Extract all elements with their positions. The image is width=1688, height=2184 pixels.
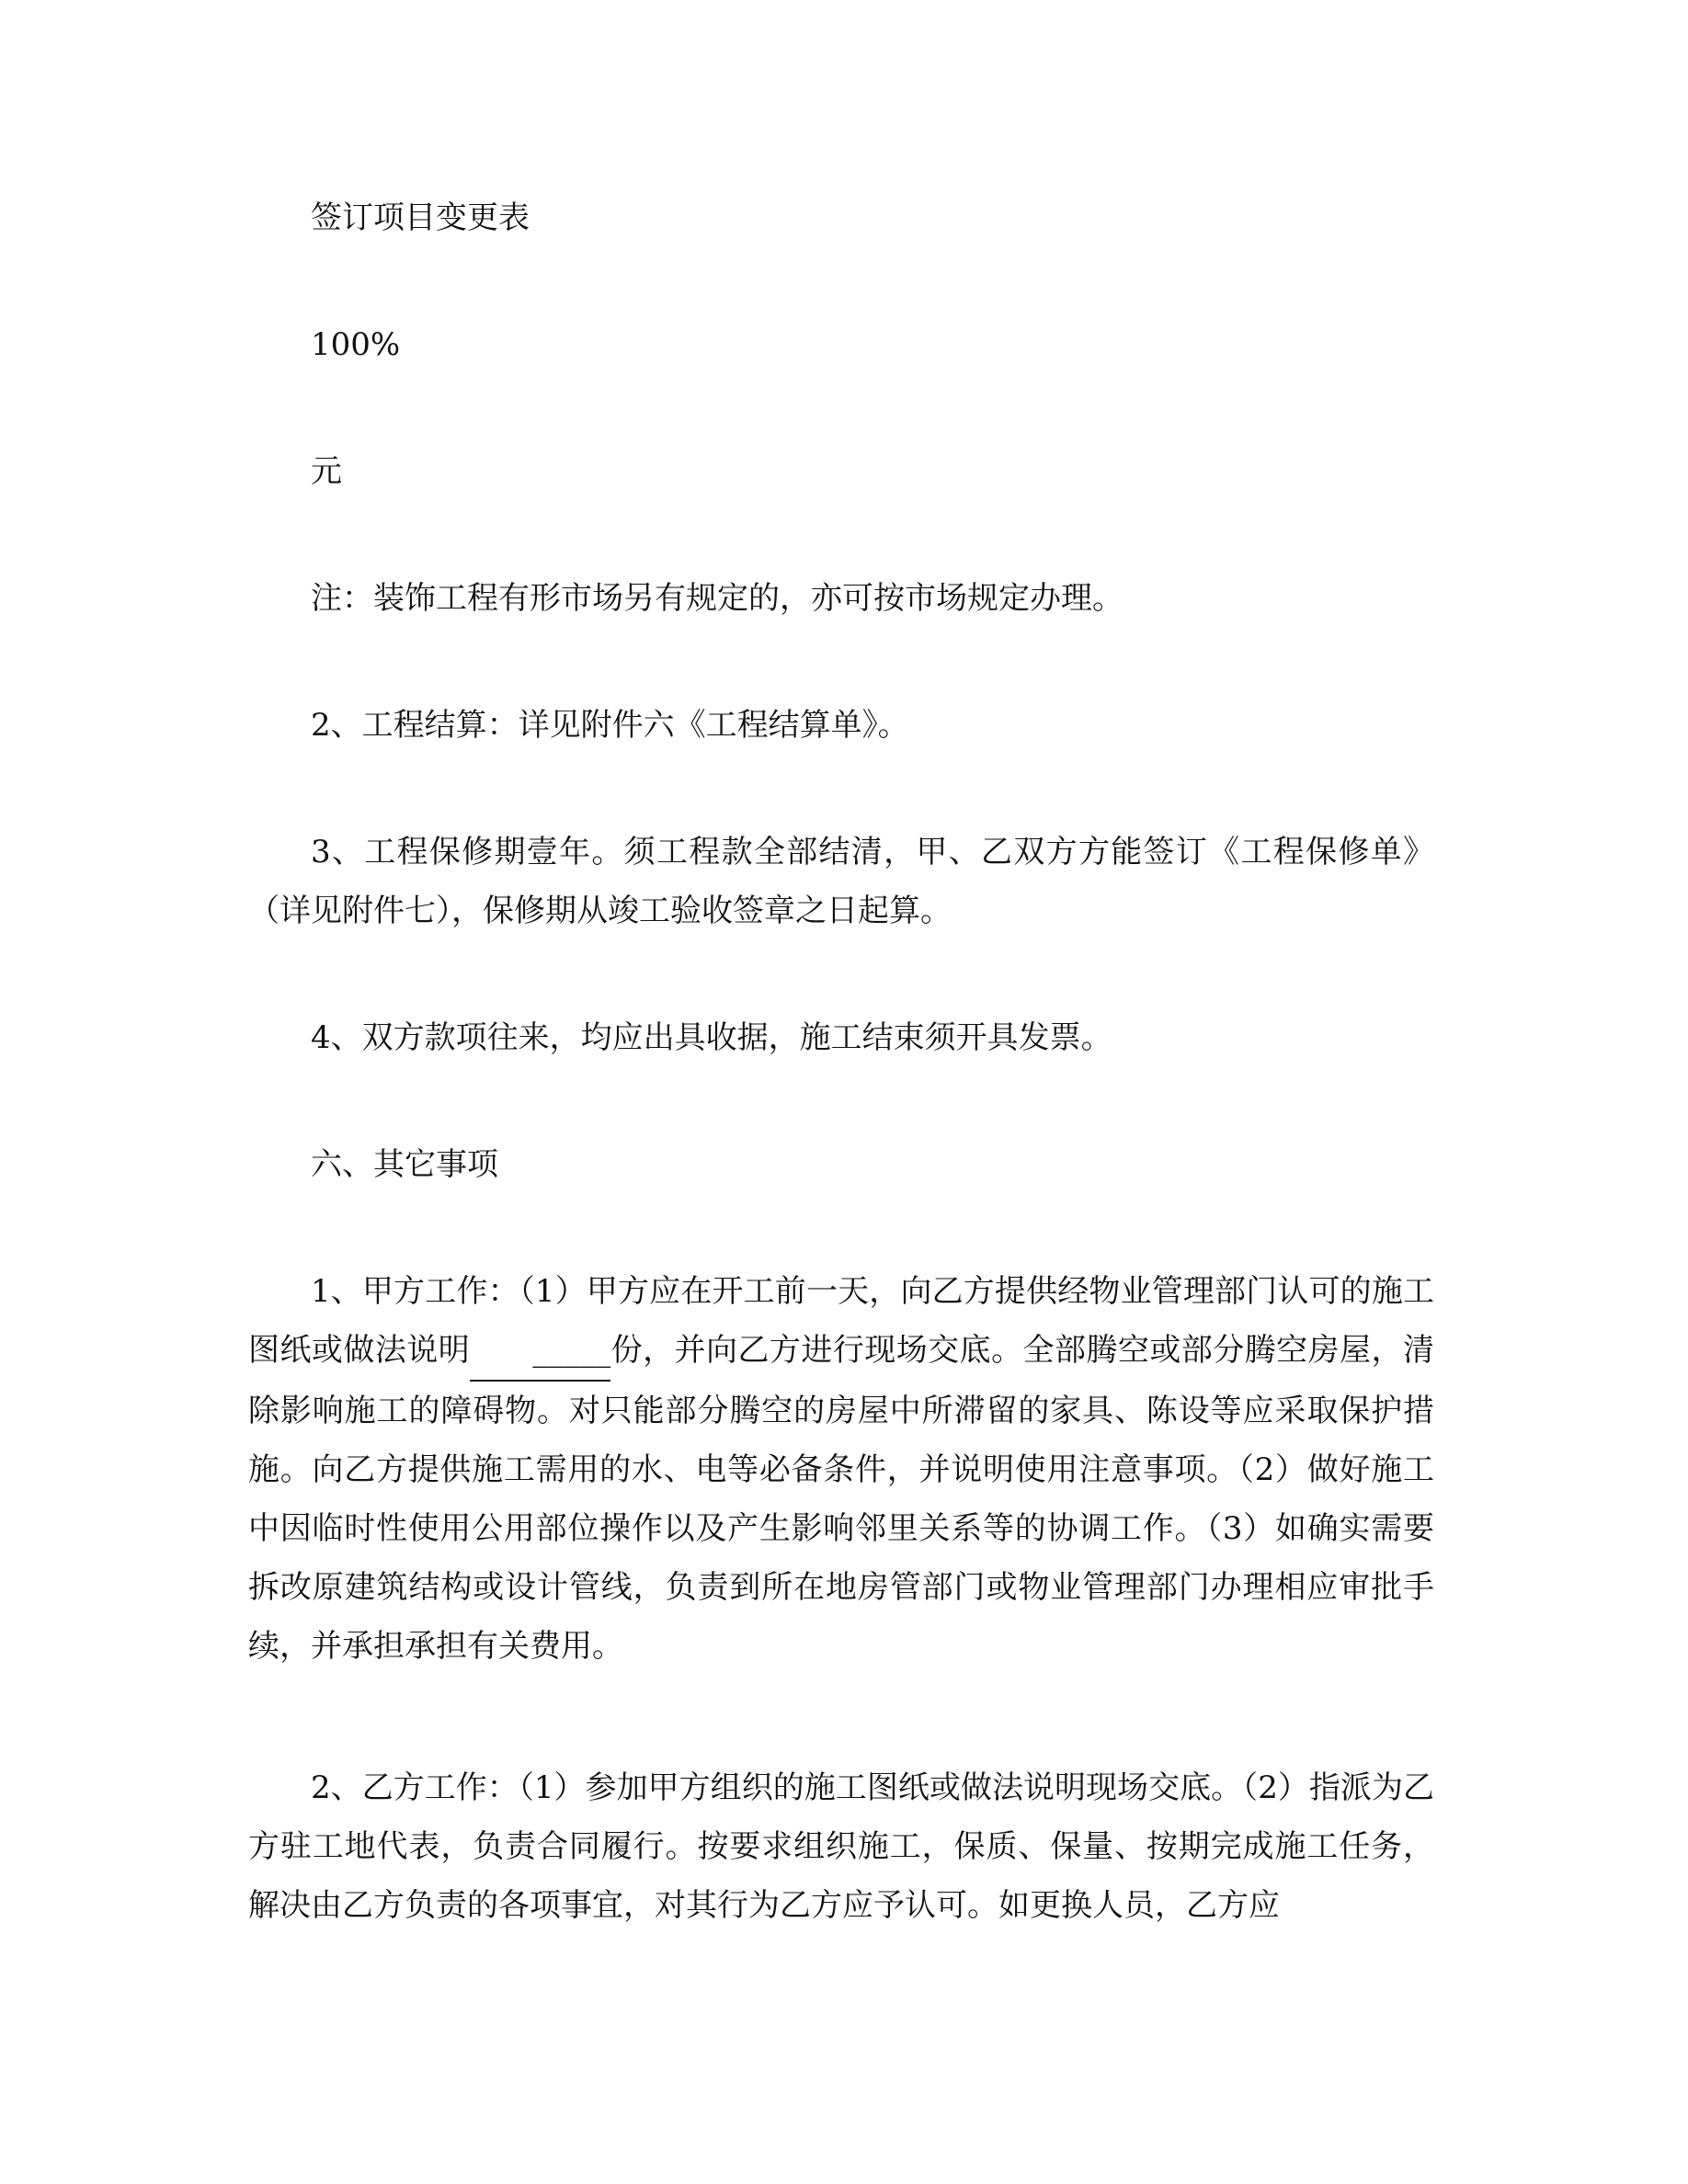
note-paragraph: 注：装饰工程有形市场另有规定的，亦可按市场规定办理。 <box>311 580 1123 617</box>
line-yuan: 元 <box>311 453 342 490</box>
clause-party-b-duties: 2、乙方工作：（1）参加甲方组织的施工图纸或做法说明现场交底。（2）指派为乙方驻工地代表，负责合同履行。按要求组织施工，保质、保量、按期完成施工任务，解决由乙方负责的各项事宜，对其行为乙方应予认可。如更换人员，乙方应 <box>248 1769 1434 1924</box>
section-heading-other-matters: 六、其它事项 <box>311 1146 498 1183</box>
clause-party-a-duties <box>248 1262 1434 1676</box>
clause-warranty: 3、工程保修期壹年。须工程款全部结清，甲、乙双方方能签订《工程保修单》（详见附件七），保修期从竣工验收签章之日起算。 <box>248 834 1434 929</box>
clause-payments: 4、双方款项往来，均应出具收据，施工结束须开具发票。 <box>311 1019 1112 1056</box>
clause-settlement: 2、工程结算：详见附件六《工程结算单》。 <box>311 707 909 744</box>
party-a-text-1: 1、甲方工作：（1）甲方应在开工前一天，向乙方提供经物业管理部门认可的施工图纸或做法说明 <box>248 1273 1434 1369</box>
party-a-text-2: 份，并向乙方进行现场交底。全部腾空或部分腾空房屋，清除影响施工的障碍物。对只能部分腾空的房屋中所滞留的家具、陈设等应采取保护措施。向乙方提供施工需用的水、电等必备条件，并说明使用注意事项。（2）做好施工中因临时性使用公用部位操作以及产生影响邻里关系等的协调工作。（3）如确实需要拆改原建筑结构或设计管线，负责到所在地房管部门或物业管理部门办理相应审批手续，并承担承担有关费用。 <box>248 1332 1435 1665</box>
copies-blank: _____ <box>470 1321 610 1382</box>
line-change-form: 签订项目变更表 <box>311 199 530 236</box>
line-percent: 100% <box>311 326 401 363</box>
